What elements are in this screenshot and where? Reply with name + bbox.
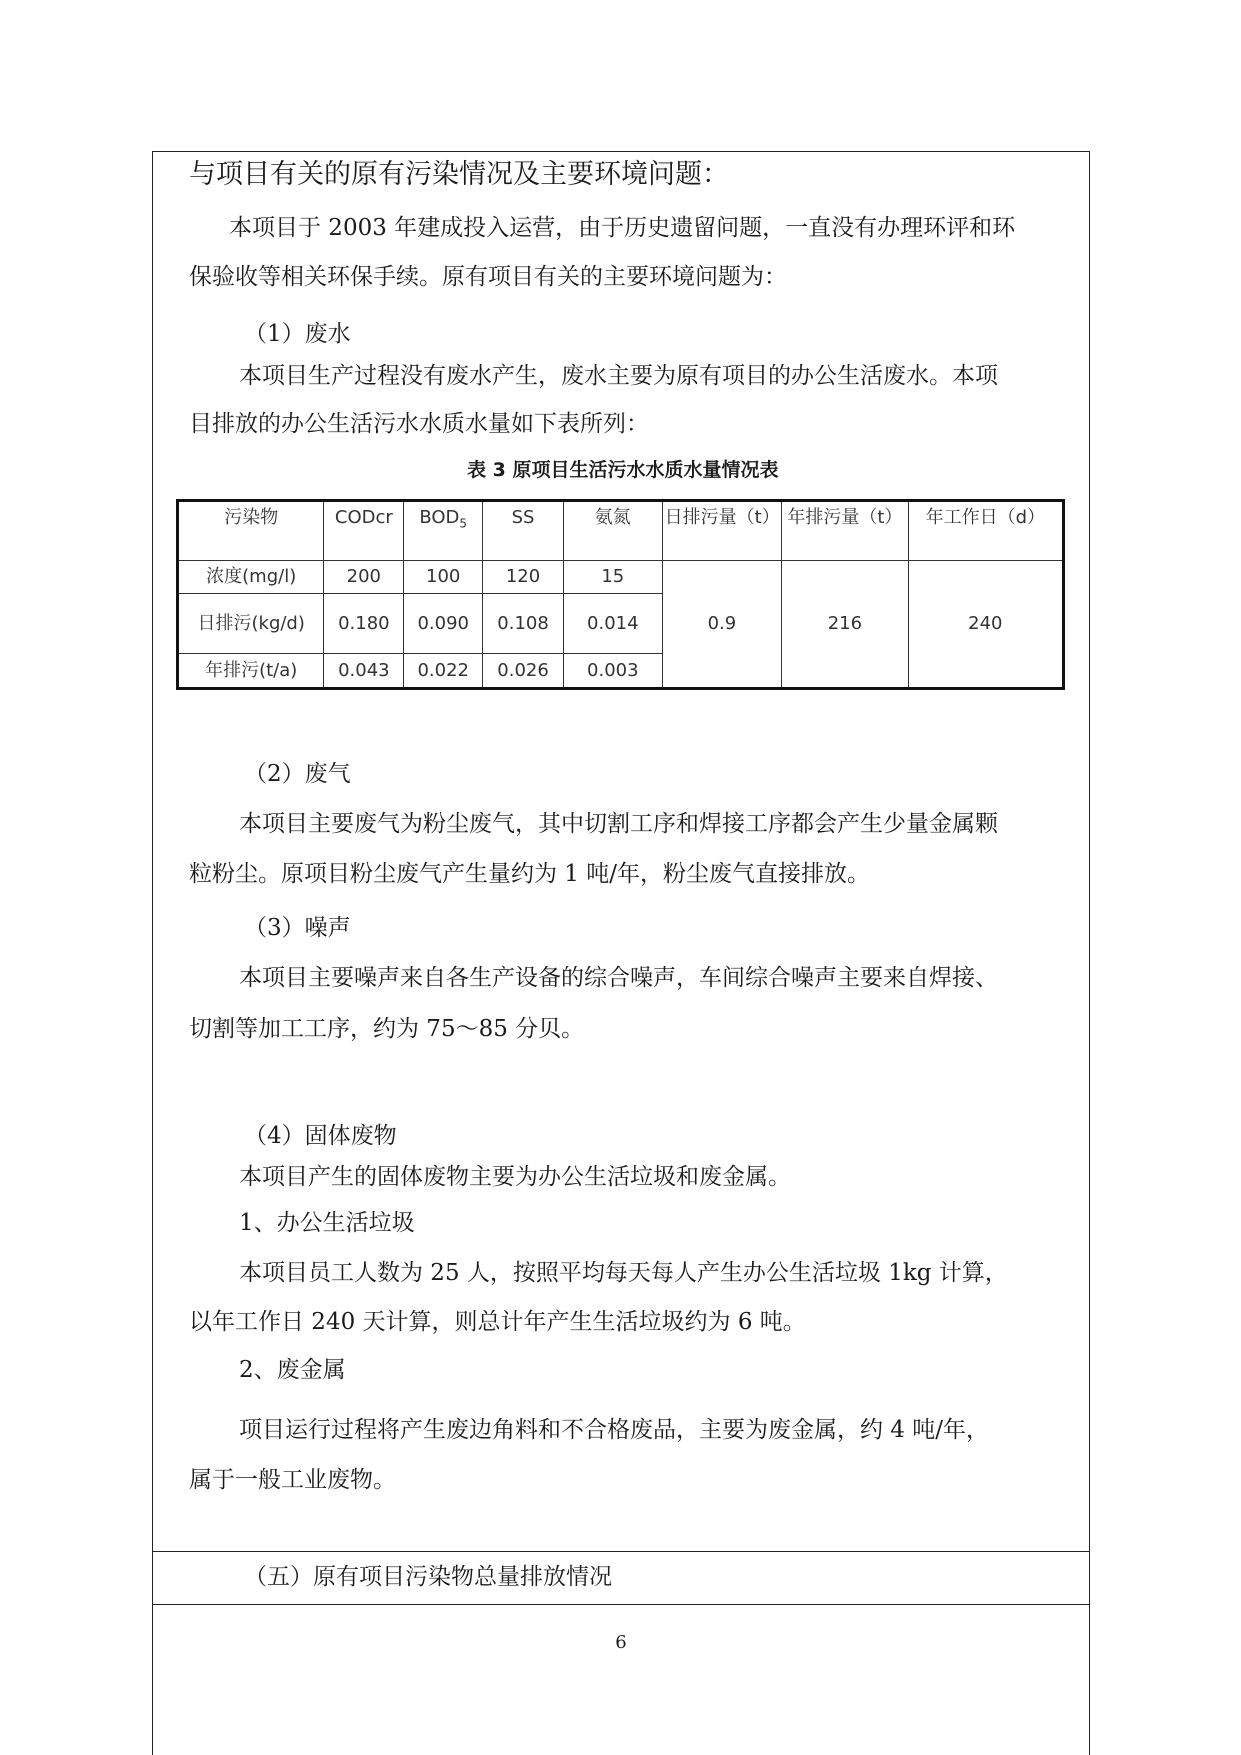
header-ammonia: 氨氮	[563, 501, 662, 561]
solid-line-1: 本项目产生的固体废物主要为办公生活垃圾和废金属。	[239, 1164, 791, 1190]
table-cell: 0.090	[404, 594, 483, 654]
header-codcr: CODcr	[324, 501, 404, 561]
exhaust-line-2: 粒粉尘。原项目粉尘废气产生量约为 1 吨/年，粉尘废气直接排放。	[189, 861, 871, 887]
work-days-cell: 240	[908, 561, 1063, 689]
section5-title: （五）原有项目污染物总量排放情况	[244, 1564, 612, 1590]
scrap-metal-title: 2、废金属	[239, 1357, 346, 1383]
table-cell: 0.043	[324, 654, 404, 689]
header-bod5	[404, 501, 483, 561]
table-cell: 0.014	[563, 594, 662, 654]
noise-line-1: 本项目主要噪声来自各生产设备的综合噪声，车间综合噪声主要来自焊接、	[239, 965, 998, 991]
row-label: 日排污(kg/d)	[178, 594, 324, 654]
wastewater-line-2: 目排放的办公生活污水水质水量如下表所列：	[189, 411, 649, 437]
table-cell: 0.180	[324, 594, 404, 654]
noise-title: （3）噪声	[244, 915, 351, 941]
intro-line-1: 本项目于 2003 年建成投入运营，由于历史遗留问题，一直没有办理环评和环	[229, 215, 1016, 241]
page-number: 6	[615, 1632, 627, 1653]
table-cell: 120	[483, 561, 564, 594]
table-row	[178, 561, 1064, 594]
section-heading: 与项目有关的原有污染情况及主要环境问题：	[189, 159, 729, 190]
report-frame	[152, 151, 1090, 1755]
divider-top	[153, 1551, 1089, 1552]
annual-discharge-cell: 216	[782, 561, 908, 689]
solid-title: （4）固体废物	[244, 1123, 397, 1149]
header-work-days: 年工作日（d）	[908, 501, 1063, 561]
wastewater-quality-table	[176, 499, 1065, 690]
garbage-title: 1、办公生活垃圾	[239, 1210, 415, 1236]
wastewater-line-1: 本项目生产过程没有废水产生，废水主要为原有项目的办公生活废水。本项	[239, 363, 998, 389]
exhaust-title: （2）废气	[244, 761, 351, 787]
row-label: 年排污(t/a)	[178, 654, 324, 689]
header-annual-discharge: 年排污量（t）	[782, 501, 908, 561]
scrap-metal-line-1: 项目运行过程将产生废边角料和不合格废品，主要为废金属，约 4 吨/年，	[239, 1417, 990, 1443]
scrap-metal-line-2: 属于一般工业废物。	[189, 1467, 396, 1493]
header-bod-subscript: 5	[459, 516, 468, 531]
divider-bottom	[153, 1604, 1089, 1605]
header-daily-discharge: 日排污量（t）	[662, 501, 782, 561]
table-cell: 0.108	[483, 594, 564, 654]
table-cell: 0.022	[404, 654, 483, 689]
header-pollutant: 污染物	[178, 501, 324, 561]
row-label: 浓度(mg/l)	[178, 561, 324, 594]
table-cell: 0.003	[563, 654, 662, 689]
wastewater-title: （1）废水	[244, 321, 351, 347]
noise-line-2: 切割等加工工序，约为 75～85 分贝。	[189, 1016, 585, 1042]
table-caption: 表 3 原项目生活污水水质水量情况表	[467, 459, 779, 481]
table-cell: 0.026	[483, 654, 564, 689]
table-cell: 100	[404, 561, 483, 594]
table-cell: 200	[324, 561, 404, 594]
intro-line-2: 保验收等相关环保手续。原有项目有关的主要环境问题为：	[189, 264, 787, 290]
table-cell: 15	[563, 561, 662, 594]
table-header-row	[178, 501, 1064, 561]
header-ss: SS	[483, 501, 564, 561]
garbage-line-2: 以年工作日 240 天计算，则总计年产生生活垃圾约为 6 吨。	[189, 1309, 806, 1335]
exhaust-line-1: 本项目主要废气为粉尘废气，其中切割工序和焊接工序都会产生少量金属颗	[239, 811, 998, 837]
garbage-line-1: 本项目员工人数为 25 人，按照平均每天每人产生办公生活垃圾 1kg 计算，	[239, 1260, 1008, 1286]
header-bod-text: BOD	[419, 507, 460, 528]
daily-discharge-cell: 0.9	[662, 561, 782, 689]
